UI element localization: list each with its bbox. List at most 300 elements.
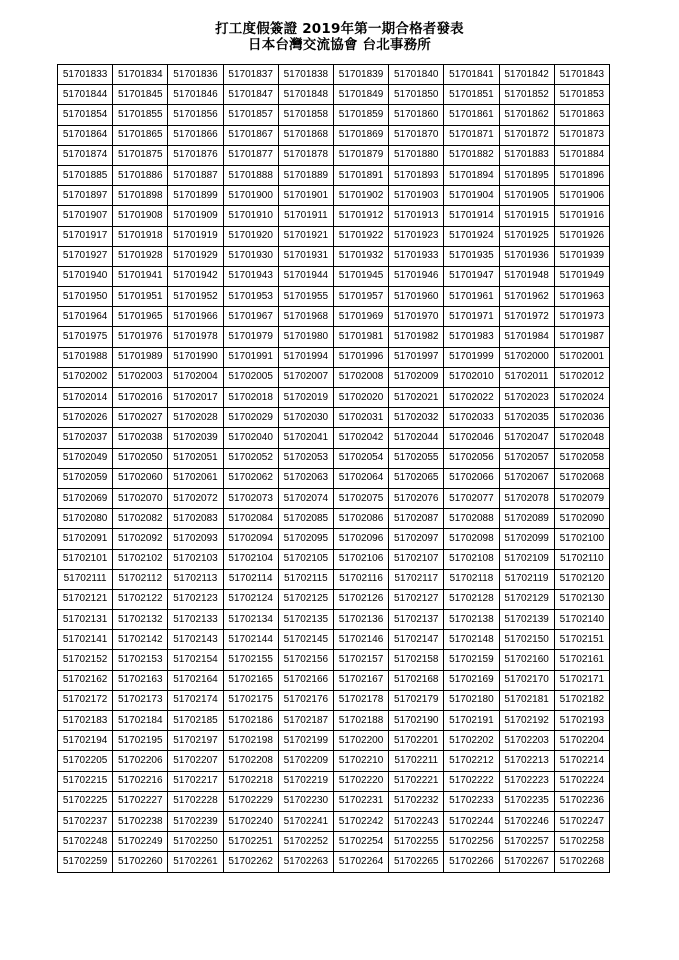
applicant-number-cell: 51702027 <box>113 408 168 428</box>
table-row <box>58 832 610 852</box>
applicant-number-cell: 51702074 <box>278 488 333 508</box>
table-row <box>58 711 610 731</box>
applicant-number-cell: 51702051 <box>168 448 223 468</box>
applicant-number-cell: 51702254 <box>333 832 388 852</box>
applicant-number-cell: 51702185 <box>168 711 223 731</box>
applicant-number-cell: 51701851 <box>444 85 499 105</box>
applicant-number-cell: 51701928 <box>113 246 168 266</box>
applicant-number-cell: 51702265 <box>389 852 444 872</box>
applicant-number-cell: 51702232 <box>389 791 444 811</box>
applicant-number-cell: 51702248 <box>58 832 113 852</box>
applicant-number-cell: 51702046 <box>444 428 499 448</box>
applicant-number-cell: 51702225 <box>58 791 113 811</box>
applicant-number-cell: 51702122 <box>113 589 168 609</box>
applicant-number-cell: 51701946 <box>389 266 444 286</box>
applicant-number-cell: 51701982 <box>389 327 444 347</box>
applicant-number-cell: 51701962 <box>499 287 554 307</box>
applicant-number-cell: 51702257 <box>499 832 554 852</box>
applicant-number-cell: 51701877 <box>223 145 278 165</box>
applicant-number-cell: 51701923 <box>389 226 444 246</box>
applicant-number-cell: 51701951 <box>113 287 168 307</box>
applicant-number-cell: 51701891 <box>333 165 388 185</box>
applicant-number-cell: 51701876 <box>168 145 223 165</box>
applicant-number-cell: 51701874 <box>58 145 113 165</box>
applicant-number-cell: 51702240 <box>223 811 278 831</box>
applicant-number-cell: 51702080 <box>58 509 113 529</box>
applicant-number-cell: 51702218 <box>223 771 278 791</box>
applicant-number-cell: 51701903 <box>389 186 444 206</box>
applicant-number-cell: 51702155 <box>223 650 278 670</box>
applicant-number-cell: 51702020 <box>333 388 388 408</box>
applicant-number-cell: 51702223 <box>499 771 554 791</box>
applicant-number-cell: 51702032 <box>389 408 444 428</box>
applicant-number-cell: 51702127 <box>389 589 444 609</box>
applicant-number-cell: 51702162 <box>58 670 113 690</box>
results-table-body <box>58 65 610 873</box>
applicant-number-cell: 51702187 <box>278 711 333 731</box>
applicant-number-cell: 51702128 <box>444 589 499 609</box>
applicant-number-cell: 51702250 <box>168 832 223 852</box>
applicant-number-cell: 51702069 <box>58 488 113 508</box>
applicant-number-cell: 51701929 <box>168 246 223 266</box>
applicant-number-cell: 51701837 <box>223 65 278 85</box>
applicant-number-cell: 51701917 <box>58 226 113 246</box>
applicant-number-cell: 51702158 <box>389 650 444 670</box>
applicant-number-cell: 51701906 <box>554 186 609 206</box>
applicant-number-cell: 51702215 <box>58 771 113 791</box>
applicant-number-cell: 51702094 <box>223 529 278 549</box>
applicant-number-cell: 51701988 <box>58 347 113 367</box>
applicant-number-cell: 51701955 <box>278 287 333 307</box>
applicant-number-cell: 51702063 <box>278 468 333 488</box>
applicant-number-cell: 51702216 <box>113 771 168 791</box>
applicant-number-cell: 51701939 <box>554 246 609 266</box>
applicant-number-cell: 51701915 <box>499 206 554 226</box>
applicant-number-cell: 51702236 <box>554 791 609 811</box>
applicant-number-cell: 51701904 <box>444 186 499 206</box>
applicant-number-cell: 51701908 <box>113 206 168 226</box>
applicant-number-cell: 51701997 <box>389 347 444 367</box>
applicant-number-cell: 51702160 <box>499 650 554 670</box>
applicant-number-cell: 51702197 <box>168 731 223 751</box>
applicant-number-cell: 51702206 <box>113 751 168 771</box>
applicant-number-cell: 51702190 <box>389 711 444 731</box>
applicant-number-cell: 51702091 <box>58 529 113 549</box>
applicant-number-cell: 51701880 <box>389 145 444 165</box>
applicant-number-cell: 51701836 <box>168 65 223 85</box>
applicant-number-cell: 51701860 <box>389 105 444 125</box>
applicant-number-cell: 51701936 <box>499 246 554 266</box>
table-row <box>58 771 610 791</box>
applicant-number-cell: 51702260 <box>113 852 168 872</box>
applicant-number-cell: 51702219 <box>278 771 333 791</box>
applicant-number-cell: 51702221 <box>389 771 444 791</box>
table-row <box>58 509 610 529</box>
applicant-number-cell: 51702166 <box>278 670 333 690</box>
applicant-number-cell: 51701834 <box>113 65 168 85</box>
applicant-number-cell: 51702014 <box>58 388 113 408</box>
applicant-number-cell: 51702153 <box>113 650 168 670</box>
applicant-number-cell: 51702049 <box>58 448 113 468</box>
applicant-number-cell: 51701963 <box>554 287 609 307</box>
applicant-number-cell: 51702029 <box>223 408 278 428</box>
applicant-number-cell: 51702146 <box>333 630 388 650</box>
applicant-number-cell: 51701905 <box>499 186 554 206</box>
applicant-number-cell: 51701944 <box>278 266 333 286</box>
applicant-number-cell: 51702005 <box>223 367 278 387</box>
table-row <box>58 589 610 609</box>
applicant-number-cell: 51702001 <box>554 347 609 367</box>
applicant-number-cell: 51701887 <box>168 165 223 185</box>
applicant-number-cell: 51701914 <box>444 206 499 226</box>
applicant-number-cell: 51702010 <box>444 367 499 387</box>
applicant-number-cell: 51702151 <box>554 630 609 650</box>
applicant-number-cell: 51702262 <box>223 852 278 872</box>
applicant-number-cell: 51702011 <box>499 367 554 387</box>
applicant-number-cell: 51702039 <box>168 428 223 448</box>
applicant-number-cell: 51701888 <box>223 165 278 185</box>
applicant-number-cell: 51701882 <box>444 145 499 165</box>
applicant-number-cell: 51702192 <box>499 711 554 731</box>
applicant-number-cell: 51702169 <box>444 670 499 690</box>
applicant-number-cell: 51702204 <box>554 731 609 751</box>
applicant-number-cell: 51701858 <box>278 105 333 125</box>
applicant-number-cell: 51702242 <box>333 811 388 831</box>
applicant-number-cell: 51702237 <box>58 811 113 831</box>
applicant-number-cell: 51701869 <box>333 125 388 145</box>
applicant-number-cell: 51702110 <box>554 549 609 569</box>
applicant-number-cell: 51702168 <box>389 670 444 690</box>
applicant-number-cell: 51701885 <box>58 165 113 185</box>
applicant-number-cell: 51701933 <box>389 246 444 266</box>
applicant-number-cell: 51701990 <box>168 347 223 367</box>
applicant-number-cell: 51702259 <box>58 852 113 872</box>
applicant-number-cell: 51702258 <box>554 832 609 852</box>
applicant-number-cell: 51702050 <box>113 448 168 468</box>
applicant-number-cell: 51702019 <box>278 388 333 408</box>
applicant-number-cell: 51702238 <box>113 811 168 831</box>
applicant-number-cell: 51702089 <box>499 509 554 529</box>
applicant-number-cell: 51702008 <box>333 367 388 387</box>
applicant-number-cell: 51702090 <box>554 509 609 529</box>
applicant-number-cell: 51702224 <box>554 771 609 791</box>
applicant-number-cell: 51701989 <box>113 347 168 367</box>
applicant-number-cell: 51702182 <box>554 690 609 710</box>
applicant-number-cell: 51701879 <box>333 145 388 165</box>
applicant-number-cell: 51702092 <box>113 529 168 549</box>
applicant-number-cell: 51701900 <box>223 186 278 206</box>
applicant-number-cell: 51702021 <box>389 388 444 408</box>
applicant-number-cell: 51702073 <box>223 488 278 508</box>
applicant-number-cell: 51702150 <box>499 630 554 650</box>
table-row <box>58 448 610 468</box>
applicant-number-cell: 51702184 <box>113 711 168 731</box>
applicant-number-cell: 51702113 <box>168 569 223 589</box>
applicant-number-cell: 51702035 <box>499 408 554 428</box>
table-row <box>58 488 610 508</box>
applicant-number-cell: 51702235 <box>499 791 554 811</box>
applicant-number-cell: 51702055 <box>389 448 444 468</box>
applicant-number-cell: 51702210 <box>333 751 388 771</box>
applicant-number-cell: 51702104 <box>223 549 278 569</box>
applicant-number-cell: 51702132 <box>113 610 168 630</box>
applicant-number-cell: 51701999 <box>444 347 499 367</box>
applicant-number-cell: 51702220 <box>333 771 388 791</box>
applicant-number-cell: 51701919 <box>168 226 223 246</box>
table-row <box>58 811 610 831</box>
table-row <box>58 630 610 650</box>
applicant-number-cell: 51701948 <box>499 266 554 286</box>
applicant-number-cell: 51701871 <box>444 125 499 145</box>
applicant-number-cell: 51702056 <box>444 448 499 468</box>
table-row <box>58 751 610 771</box>
applicant-number-cell: 51702123 <box>168 589 223 609</box>
applicant-number-cell: 51701940 <box>58 266 113 286</box>
applicant-number-cell: 51701970 <box>389 307 444 327</box>
applicant-number-cell: 51701884 <box>554 145 609 165</box>
applicant-number-cell: 51701984 <box>499 327 554 347</box>
applicant-number-cell: 51701926 <box>554 226 609 246</box>
applicant-number-cell: 51701912 <box>333 206 388 226</box>
applicant-number-cell: 51701913 <box>389 206 444 226</box>
table-row <box>58 428 610 448</box>
applicant-number-cell: 51701901 <box>278 186 333 206</box>
applicant-number-cell: 51701907 <box>58 206 113 226</box>
applicant-number-cell: 51702211 <box>389 751 444 771</box>
applicant-number-cell: 51701859 <box>333 105 388 125</box>
applicant-number-cell: 51702161 <box>554 650 609 670</box>
applicant-number-cell: 51702201 <box>389 731 444 751</box>
applicant-number-cell: 51701950 <box>58 287 113 307</box>
applicant-number-cell: 51701846 <box>168 85 223 105</box>
applicant-number-cell: 51702093 <box>168 529 223 549</box>
applicant-number-cell: 51702076 <box>389 488 444 508</box>
applicant-number-cell: 51701994 <box>278 347 333 367</box>
applicant-number-cell: 51701855 <box>113 105 168 125</box>
applicant-number-cell: 51702099 <box>499 529 554 549</box>
applicant-number-cell: 51701889 <box>278 165 333 185</box>
applicant-number-cell: 51702119 <box>499 569 554 589</box>
applicant-number-cell: 51702141 <box>58 630 113 650</box>
applicant-number-cell: 51702207 <box>168 751 223 771</box>
applicant-number-cell: 51702085 <box>278 509 333 529</box>
applicant-number-cell: 51702077 <box>444 488 499 508</box>
applicant-number-cell: 51701987 <box>554 327 609 347</box>
applicant-number-cell: 51702231 <box>333 791 388 811</box>
table-row <box>58 307 610 327</box>
applicant-number-cell: 51702164 <box>168 670 223 690</box>
applicant-number-cell: 51701957 <box>333 287 388 307</box>
applicant-number-cell: 51702024 <box>554 388 609 408</box>
applicant-number-cell: 51702188 <box>333 711 388 731</box>
page-subtitle: 日本台灣交流協會 台北事務所 <box>248 37 431 53</box>
applicant-number-cell: 51701943 <box>223 266 278 286</box>
applicant-number-cell: 51701850 <box>389 85 444 105</box>
applicant-number-cell: 51702172 <box>58 690 113 710</box>
applicant-number-cell: 51702036 <box>554 408 609 428</box>
applicant-number-cell: 51702170 <box>499 670 554 690</box>
applicant-number-cell: 51702007 <box>278 367 333 387</box>
applicant-number-cell: 51702167 <box>333 670 388 690</box>
applicant-number-cell: 51701953 <box>223 287 278 307</box>
applicant-number-cell: 51702213 <box>499 751 554 771</box>
applicant-number-cell: 51702041 <box>278 428 333 448</box>
applicant-number-cell: 51702115 <box>278 569 333 589</box>
applicant-number-cell: 51701964 <box>58 307 113 327</box>
applicant-number-cell: 51702205 <box>58 751 113 771</box>
applicant-number-cell: 51702261 <box>168 852 223 872</box>
applicant-number-cell: 51701867 <box>223 125 278 145</box>
applicant-number-cell: 51701873 <box>554 125 609 145</box>
applicant-number-cell: 51702009 <box>389 367 444 387</box>
applicant-number-cell: 51702157 <box>333 650 388 670</box>
applicant-number-cell: 51702023 <box>499 388 554 408</box>
applicant-number-cell: 51702068 <box>554 468 609 488</box>
applicant-number-cell: 51702145 <box>278 630 333 650</box>
applicant-number-cell: 51702135 <box>278 610 333 630</box>
applicant-number-cell: 51702057 <box>499 448 554 468</box>
applicant-number-cell: 51702193 <box>554 711 609 731</box>
applicant-number-cell: 51702031 <box>333 408 388 428</box>
applicant-number-cell: 51702136 <box>333 610 388 630</box>
table-row <box>58 165 610 185</box>
applicant-number-cell: 51702047 <box>499 428 554 448</box>
applicant-number-cell: 51702042 <box>333 428 388 448</box>
applicant-number-cell: 51701979 <box>223 327 278 347</box>
applicant-number-cell: 51702154 <box>168 650 223 670</box>
applicant-number-cell: 51701921 <box>278 226 333 246</box>
applicant-number-cell: 51701866 <box>168 125 223 145</box>
applicant-number-cell: 51702018 <box>223 388 278 408</box>
applicant-number-cell: 51701833 <box>58 65 113 85</box>
applicant-number-cell: 51702140 <box>554 610 609 630</box>
applicant-number-cell: 51702058 <box>554 448 609 468</box>
table-row <box>58 690 610 710</box>
table-row <box>58 408 610 428</box>
page-title: 打工度假簽證 2019年第一期合格者發表 <box>215 21 464 37</box>
applicant-number-cell: 51701978 <box>168 327 223 347</box>
applicant-number-cell: 51702064 <box>333 468 388 488</box>
applicant-number-cell: 51702121 <box>58 589 113 609</box>
applicant-number-cell: 51701911 <box>278 206 333 226</box>
applicant-number-cell: 51701870 <box>389 125 444 145</box>
applicant-number-cell: 51701918 <box>113 226 168 246</box>
applicant-number-cell: 51702175 <box>223 690 278 710</box>
applicant-number-cell: 51701899 <box>168 186 223 206</box>
table-row <box>58 791 610 811</box>
applicant-number-cell: 51702066 <box>444 468 499 488</box>
applicant-number-cell: 51702130 <box>554 589 609 609</box>
applicant-number-cell: 51702249 <box>113 832 168 852</box>
applicant-number-cell: 51702095 <box>278 529 333 549</box>
applicant-number-cell: 51702228 <box>168 791 223 811</box>
table-row <box>58 327 610 347</box>
applicant-number-cell: 51701910 <box>223 206 278 226</box>
applicant-number-cell: 51702198 <box>223 731 278 751</box>
applicant-number-cell: 51701952 <box>168 287 223 307</box>
applicant-number-cell: 51702230 <box>278 791 333 811</box>
table-row <box>58 145 610 165</box>
table-row <box>58 105 610 125</box>
applicant-number-cell: 51702137 <box>389 610 444 630</box>
applicant-number-cell: 51702079 <box>554 488 609 508</box>
applicant-number-cell: 51702106 <box>333 549 388 569</box>
applicant-number-cell: 51701981 <box>333 327 388 347</box>
results-table <box>57 64 610 873</box>
applicant-number-cell: 51702017 <box>168 388 223 408</box>
applicant-number-cell: 51702209 <box>278 751 333 771</box>
applicant-number-cell: 51701857 <box>223 105 278 125</box>
applicant-number-cell: 51701838 <box>278 65 333 85</box>
applicant-number-cell: 51701864 <box>58 125 113 145</box>
applicant-number-cell: 51701960 <box>389 287 444 307</box>
table-row <box>58 246 610 266</box>
applicant-number-cell: 51702148 <box>444 630 499 650</box>
applicant-number-cell: 51702002 <box>58 367 113 387</box>
table-row <box>58 388 610 408</box>
applicant-number-cell: 51702111 <box>58 569 113 589</box>
applicant-number-cell: 51702233 <box>444 791 499 811</box>
applicant-number-cell: 51701991 <box>223 347 278 367</box>
applicant-number-cell: 51701971 <box>444 307 499 327</box>
applicant-number-cell: 51701844 <box>58 85 113 105</box>
applicant-number-cell: 51701893 <box>389 165 444 185</box>
applicant-number-cell: 51702003 <box>113 367 168 387</box>
applicant-number-cell: 51702131 <box>58 610 113 630</box>
applicant-number-cell: 51702163 <box>113 670 168 690</box>
applicant-number-cell: 51701854 <box>58 105 113 125</box>
applicant-number-cell: 51701909 <box>168 206 223 226</box>
applicant-number-cell: 51702048 <box>554 428 609 448</box>
table-row <box>58 125 610 145</box>
applicant-number-cell: 51701945 <box>333 266 388 286</box>
applicant-number-cell: 51701976 <box>113 327 168 347</box>
applicant-number-cell: 51701839 <box>333 65 388 85</box>
applicant-number-cell: 51702264 <box>333 852 388 872</box>
applicant-number-cell: 51702138 <box>444 610 499 630</box>
table-row <box>58 610 610 630</box>
applicant-number-cell: 51701947 <box>444 266 499 286</box>
applicant-number-cell: 51701925 <box>499 226 554 246</box>
applicant-number-cell: 51702082 <box>113 509 168 529</box>
applicant-number-cell: 51701886 <box>113 165 168 185</box>
table-row <box>58 85 610 105</box>
applicant-number-cell: 51702143 <box>168 630 223 650</box>
applicant-number-cell: 51702134 <box>223 610 278 630</box>
applicant-number-cell: 51702087 <box>389 509 444 529</box>
applicant-number-cell: 51701942 <box>168 266 223 286</box>
applicant-number-cell: 51702061 <box>168 468 223 488</box>
applicant-number-cell: 51702097 <box>389 529 444 549</box>
applicant-number-cell: 51701965 <box>113 307 168 327</box>
applicant-number-cell: 51701973 <box>554 307 609 327</box>
applicant-number-cell: 51702054 <box>333 448 388 468</box>
applicant-number-cell: 51701980 <box>278 327 333 347</box>
applicant-number-cell: 51702062 <box>223 468 278 488</box>
applicant-number-cell: 51702102 <box>113 549 168 569</box>
applicant-number-cell: 51701966 <box>168 307 223 327</box>
applicant-number-cell: 51702212 <box>444 751 499 771</box>
applicant-number-cell: 51702178 <box>333 690 388 710</box>
table-row <box>58 226 610 246</box>
applicant-number-cell: 51702038 <box>113 428 168 448</box>
applicant-number-cell: 51702125 <box>278 589 333 609</box>
applicant-number-cell: 51702037 <box>58 428 113 448</box>
applicant-number-cell: 51701898 <box>113 186 168 206</box>
applicant-number-cell: 51702152 <box>58 650 113 670</box>
applicant-number-cell: 51702229 <box>223 791 278 811</box>
applicant-number-cell: 51702268 <box>554 852 609 872</box>
